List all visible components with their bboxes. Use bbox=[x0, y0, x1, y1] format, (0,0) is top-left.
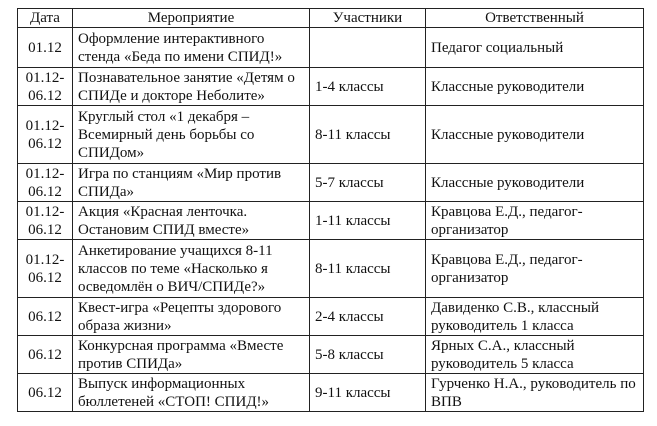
table-row bbox=[18, 164, 644, 202]
row-event: Акция «Красная ленточка. Остановим СПИД вместе» bbox=[73, 202, 310, 240]
row-date: 01.12-06.12 bbox=[18, 106, 73, 164]
row-responsible: Классные руководители bbox=[426, 68, 644, 106]
row-event: Квест-игра «Рецепты здорового образа жизни» bbox=[73, 298, 310, 336]
row-responsible: Кравцова Е.Д., педагог-организатор bbox=[426, 202, 644, 240]
row-participants: 1-11 классы bbox=[310, 202, 426, 240]
row-participants: 1-4 классы bbox=[310, 68, 426, 106]
row-date: 01.12-06.12 bbox=[18, 164, 73, 202]
table-row bbox=[18, 336, 644, 374]
table-row bbox=[18, 202, 644, 240]
row-date: 06.12 bbox=[18, 298, 73, 336]
row-responsible: Ярных С.А., классный руководитель 5 класса bbox=[426, 336, 644, 374]
table-row bbox=[18, 106, 644, 164]
row-responsible: Давиденко С.В., классный руководитель 1 класса bbox=[426, 298, 644, 336]
row-event: Анкетирование учащихся 8-11 классов по теме «Насколько я осведомлён о ВИЧ/СПИДе?» bbox=[73, 240, 310, 298]
row-event: Круглый стол «1 декабря – Всемирный день борьбы со СПИДом» bbox=[73, 106, 310, 164]
row-participants: 9-11 классы bbox=[310, 374, 426, 412]
table-row bbox=[18, 298, 644, 336]
row-event: Выпуск информационных бюллетеней «СТОП! СПИД!» bbox=[73, 374, 310, 412]
table-row bbox=[18, 68, 644, 106]
table-row bbox=[18, 240, 644, 298]
row-responsible: Классные руководители bbox=[426, 164, 644, 202]
row-event: Игра по станциям «Мир против СПИДа» bbox=[73, 164, 310, 202]
table-row bbox=[18, 28, 644, 68]
row-participants: 5-7 классы bbox=[310, 164, 426, 202]
row-responsible: Педагог социальный bbox=[426, 28, 644, 68]
header-participants: Участники bbox=[310, 9, 426, 28]
table-row bbox=[18, 374, 644, 412]
row-date: 01.12 bbox=[18, 28, 73, 68]
row-date: 01.12-06.12 bbox=[18, 202, 73, 240]
row-date: 01.12-06.12 bbox=[18, 240, 73, 298]
row-responsible: Классные руководители bbox=[426, 106, 644, 164]
row-date: 06.12 bbox=[18, 374, 73, 412]
row-participants: 8-11 классы bbox=[310, 240, 426, 298]
table-header-row bbox=[18, 9, 644, 28]
row-participants: 2-4 классы bbox=[310, 298, 426, 336]
row-date: 01.12-06.12 bbox=[18, 68, 73, 106]
row-responsible: Кравцова Е.Д., педагог-организатор bbox=[426, 240, 644, 298]
row-participants: 8-11 классы bbox=[310, 106, 426, 164]
row-participants: 5-8 классы bbox=[310, 336, 426, 374]
row-event: Оформление интерактивного стенда «Беда по имени СПИД!» bbox=[73, 28, 310, 68]
events-table-wrapper bbox=[17, 8, 644, 412]
row-participants bbox=[310, 28, 426, 68]
events-table bbox=[17, 8, 644, 412]
row-responsible: Гурченко Н.А., руководитель по ВПВ bbox=[426, 374, 644, 412]
row-date: 06.12 bbox=[18, 336, 73, 374]
header-event: Мероприятие bbox=[73, 9, 310, 28]
header-date: Дата bbox=[18, 9, 73, 28]
row-event: Познавательное занятие «Детям о СПИДе и докторе Неболите» bbox=[73, 68, 310, 106]
header-responsible: Ответственный bbox=[426, 9, 644, 28]
row-event: Конкурсная программа «Вместе против СПИДа» bbox=[73, 336, 310, 374]
